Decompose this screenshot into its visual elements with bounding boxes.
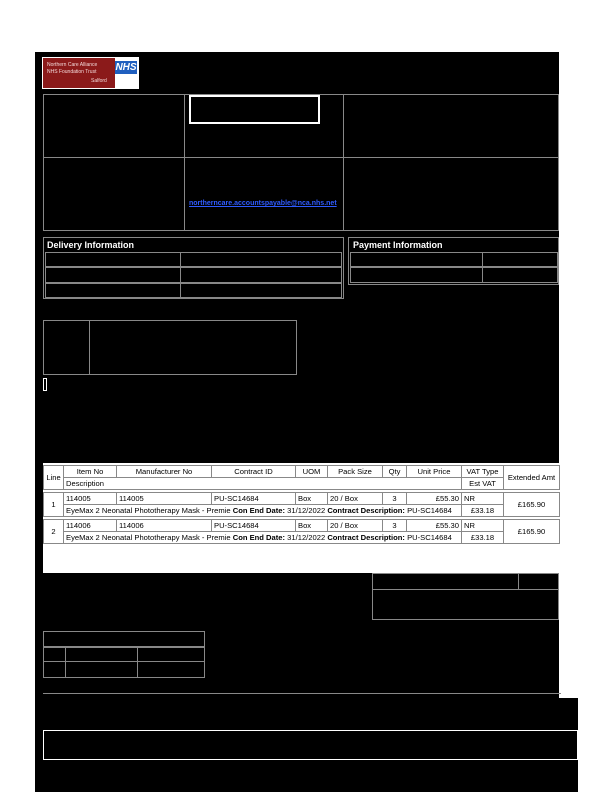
delivery-row-3-value <box>180 283 342 298</box>
row-manufacturer-no: 114005 <box>117 493 212 505</box>
nhs-badge: NHS <box>115 62 137 73</box>
row-unit-price: £55.30 <box>407 493 462 505</box>
delivery-row-2-value <box>180 267 342 283</box>
table-row <box>44 520 560 532</box>
row-est-vat: £33.18 <box>462 505 504 517</box>
row-vat-type: NR <box>462 520 504 532</box>
po-number-box <box>189 95 320 124</box>
row-extended-amt: £165.90 <box>504 493 560 517</box>
middle-band <box>35 418 559 463</box>
table-header-row-2 <box>44 478 560 490</box>
row-description: EyeMax 2 Neonatal Phototherapy Mask - Premie Con End Date: 31/12/2022 Contract Description: PU-SC14684 <box>64 532 462 544</box>
row-description: EyeMax 2 Neonatal Phototherapy Mask - Premie Con End Date: 31/12/2022 Contract Description: PU-SC14684 <box>64 505 462 517</box>
row-contract-id: PU-SC14684 <box>212 493 296 505</box>
col-header-vat-type: VAT Type <box>462 466 504 478</box>
row-qty: 3 <box>383 493 407 505</box>
order-items-table <box>43 465 560 544</box>
approval-cell-3 <box>137 647 205 662</box>
checkbox[interactable] <box>43 378 47 391</box>
logo-line-1: Northern Care Alliance <box>47 62 98 68</box>
delivery-row-3-label <box>45 283 181 298</box>
table-row-description <box>44 532 560 544</box>
approval-cell-4 <box>43 661 66 678</box>
notes-label-cell <box>43 320 90 375</box>
delivery-address-cell <box>343 157 559 231</box>
row-pack-size: 20 / Box <box>328 493 383 505</box>
supplier-cell <box>184 157 344 231</box>
table-row-description <box>44 505 560 517</box>
row-extended-amt: £165.90 <box>504 520 560 544</box>
payment-row-2-value <box>482 267 558 283</box>
approval-cell-5 <box>65 661 138 678</box>
logo-red-panel <box>43 58 115 88</box>
logo-line-2: NHS Foundation Trust <box>47 69 97 75</box>
col-header-line: Line <box>44 466 64 490</box>
totals-summary-cell <box>372 589 559 620</box>
col-header-item-no: Item No <box>64 466 117 478</box>
approval-header-row <box>43 631 205 647</box>
row-manufacturer-no: 114006 <box>117 520 212 532</box>
logo-line-3: Salford <box>91 78 107 84</box>
col-header-uom: UOM <box>296 466 328 478</box>
row-item-no: 114005 <box>64 493 117 505</box>
buyer-cell <box>43 157 185 231</box>
nhs-trust-logo <box>42 57 139 89</box>
row-uom: Box <box>296 493 328 505</box>
totals-value-cell <box>518 573 559 590</box>
approval-cell-6 <box>137 661 205 678</box>
footer-divider <box>43 693 561 694</box>
col-header-unit-price: Unit Price <box>407 466 462 478</box>
order-info-cell <box>43 94 185 158</box>
row-contract-id: PU-SC14684 <box>212 520 296 532</box>
footer-terms-box <box>43 730 578 760</box>
row-pack-size: 20 / Box <box>328 520 383 532</box>
row-item-no: 114006 <box>64 520 117 532</box>
row-line-number: 2 <box>44 520 64 544</box>
col-header-description: Description <box>64 478 462 490</box>
row-unit-price: £55.30 <box>407 520 462 532</box>
delivery-row-1-label <box>45 252 181 267</box>
table-row <box>44 493 560 505</box>
col-header-pack-size: Pack Size <box>328 466 383 478</box>
payment-row-2-label <box>350 267 483 283</box>
totals-label-cell <box>372 573 519 590</box>
col-header-contract-id: Contract ID <box>212 466 296 478</box>
payment-row-1-value <box>482 252 558 267</box>
row-qty: 3 <box>383 520 407 532</box>
payment-row-1-label <box>350 252 483 267</box>
col-header-manufacturer-no: Manufacturer No <box>117 466 212 478</box>
table-header-row <box>44 466 560 478</box>
row-est-vat: £33.18 <box>462 532 504 544</box>
delivery-info-heading: Delivery Information <box>47 240 135 250</box>
row-uom: Box <box>296 520 328 532</box>
row-line-number: 1 <box>44 493 64 517</box>
notes-value-cell <box>89 320 297 375</box>
approval-cell-2 <box>65 647 138 662</box>
supplier-email-link[interactable]: northerncare.accountspayable@nca.nhs.net <box>189 200 337 207</box>
row-vat-type: NR <box>462 493 504 505</box>
col-header-extended-amt: Extended Amt <box>504 466 560 490</box>
approval-cell-1 <box>43 647 66 662</box>
delivery-row-1-value <box>180 252 342 267</box>
col-header-est-vat: Est VAT <box>462 478 504 490</box>
col-header-qty: Qty <box>383 466 407 478</box>
invoice-address-cell <box>343 94 559 158</box>
delivery-row-2-label <box>45 267 181 283</box>
payment-info-heading: Payment Information <box>353 240 443 250</box>
